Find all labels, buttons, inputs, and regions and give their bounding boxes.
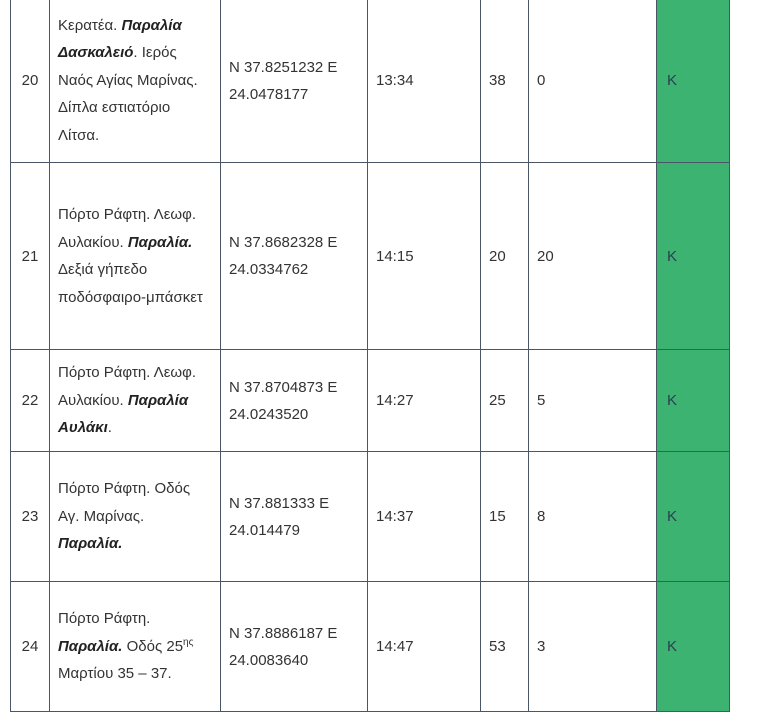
coordinates-cell: N 37.8682328 E 24.0334762 <box>221 163 368 350</box>
time-cell: 14:27 <box>368 350 481 452</box>
location-text: Πόρτο Ράφτη. Λεωφ. Αυλακίου. <box>58 206 196 251</box>
value-a-cell: 20 <box>481 163 529 350</box>
table-row <box>11 452 730 582</box>
location-text: . Ιερός Ναός Αγίας Μαρίνας. Δίπλα εστιατόριο Λίτσα. <box>58 44 198 144</box>
coordinates-cell: N 37.8886187 E 24.0083640 <box>221 582 368 712</box>
value-b-cell: 20 <box>529 163 657 350</box>
value-a-cell: 25 <box>481 350 529 452</box>
category-cell: K <box>657 163 730 350</box>
location-cell <box>50 163 221 350</box>
category-cell: K <box>657 350 730 452</box>
value-b-cell: 0 <box>529 0 657 163</box>
row-number-cell: 24 <box>11 582 50 712</box>
value-a-cell: 15 <box>481 452 529 582</box>
table-row <box>11 163 730 350</box>
coordinates-cell: N 37.881333 E 24.014479 <box>221 452 368 582</box>
location-text: Πόρτο Ράφτη. <box>58 610 151 628</box>
location-cell <box>50 452 221 582</box>
location-text: Πόρτο Ράφτη. Λεωφ. Αυλακίου. <box>58 364 196 409</box>
location-text: ης <box>183 636 194 648</box>
table-row <box>11 350 730 452</box>
time-cell: 14:37 <box>368 452 481 582</box>
location-cell <box>50 0 221 163</box>
table-row <box>11 582 730 712</box>
category-cell: K <box>657 452 730 582</box>
value-b-cell: 8 <box>529 452 657 582</box>
location-highlight: Παραλία Δασκαλειό <box>58 16 182 62</box>
location-text: Οδός 25 <box>122 637 184 655</box>
location-cell <box>50 582 221 712</box>
location-highlight: Παραλία Αυλάκι <box>58 391 189 437</box>
time-cell: 14:15 <box>368 163 481 350</box>
coordinates-cell: N 37.8704873 E 24.0243520 <box>221 350 368 452</box>
row-number-cell: 23 <box>11 452 50 582</box>
table-row <box>11 0 730 163</box>
value-b-cell: 5 <box>529 350 657 452</box>
table-body <box>11 0 730 712</box>
location-text: Μαρτίου 35 – 37. <box>58 665 172 683</box>
location-text: . <box>107 419 112 437</box>
location-text: Πόρτο Ράφτη. Οδός Αγ. Μαρίνας. <box>58 480 191 525</box>
location-text: Δεξιά γήπεδο ποδόσφαιρο-μπάσκετ <box>58 261 203 306</box>
beach-table <box>10 0 730 712</box>
location-text: Κερατέα. <box>58 16 122 34</box>
category-cell: K <box>657 0 730 163</box>
value-a-cell: 38 <box>481 0 529 163</box>
time-cell: 13:34 <box>368 0 481 163</box>
location-highlight: Παραλία. <box>58 637 123 655</box>
coordinates-cell: N 37.8251232 E 24.0478177 <box>221 0 368 163</box>
location-highlight: Παραλία. <box>127 233 193 251</box>
value-a-cell: 53 <box>481 582 529 712</box>
row-number-cell: 21 <box>11 163 50 350</box>
time-cell: 14:47 <box>368 582 481 712</box>
value-b-cell: 3 <box>529 582 657 712</box>
row-number-cell: 22 <box>11 350 50 452</box>
row-number-cell: 20 <box>11 0 50 163</box>
location-cell <box>50 350 221 452</box>
category-cell: K <box>657 582 730 712</box>
location-highlight: Παραλία. <box>58 535 123 553</box>
